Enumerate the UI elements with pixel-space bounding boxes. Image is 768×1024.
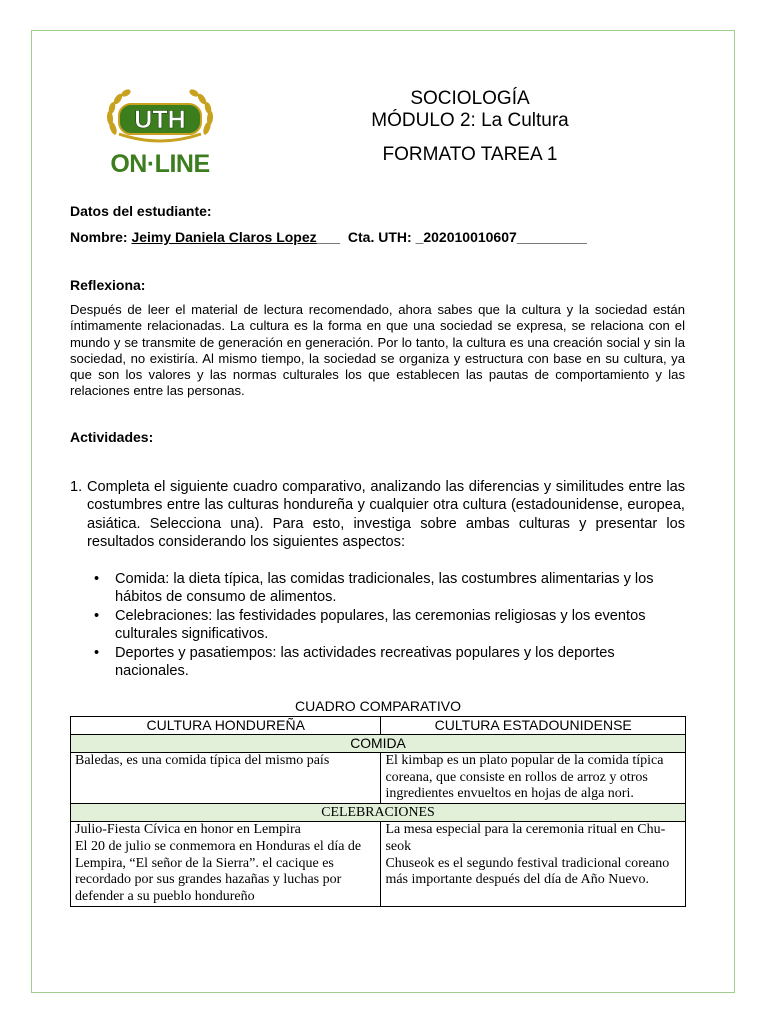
list-item [92, 644, 692, 681]
document-header [330, 88, 610, 166]
activity-text: Completa el siguiente cuadro comparativo, analizando las diferencias y similitudes entre las costumbres entre las culturas hondureña y cualquier otra cultura (estadounidense, europea, asiática. Selecciona una). Para esto, investiga sobre ambas culturas y presentar los resultados considerando los siguientes aspectos: [87, 479, 685, 551]
student-section-label: Datos del estudiante: [70, 203, 212, 219]
cell-text: La mesa especial para la ceremonia ritual en Chu-seok [385, 822, 666, 854]
aspects-list [92, 570, 692, 680]
cell-text: El 20 de julio se conmemora en Honduras el día de Lempira, “El señor de la Sierra”. el cacique es recordado por sus grandes hazañas y luchas por defender a su pueblo hondureño [75, 838, 362, 904]
module-title: MÓDULO 2: La Cultura [371, 110, 569, 131]
actividades-heading: Actividades: [70, 429, 154, 445]
cell-text: Baledas, es una comida típica del mismo país [75, 753, 330, 768]
cell-text: El kimbap es un plato popular de la comida típica coreana, que consiste en rollos de arroz y otros ingredientes envueltos en hojas de alga nori. [385, 753, 664, 802]
column-header-american: CULTURA ESTADOUNIDENSE [381, 717, 686, 735]
name-value: Jeimy Daniela Claros Lopez [131, 229, 317, 245]
activity-item [70, 478, 685, 552]
section-label: COMIDA [71, 735, 686, 753]
subject-title: SOCIOLOGÍA [410, 88, 530, 109]
format-title: FORMATO TAREA 1 [382, 144, 558, 165]
account-value: _202010010607_________ [415, 229, 587, 245]
table-title: CUADRO COMPARATIVO [295, 698, 461, 714]
reflexiona-paragraph: Después de leer el material de lectura recomendado, ahora sabes que la cultura y la sociedad están íntimamente relacionadas. La cultura es la forma en que una sociedad se expresa, se relaciona con el mundo y se transmite de generación en generación. Por lo tanto, la cultura es una creación social y sin la sociedad, no existiría. Al mismo tiempo, la sociedad se organiza y estructura con base en su cultura, ya que son los valores y las normas culturales los que establecen las pautas de comportamiento y las relaciones entre las personas. [70, 302, 685, 399]
bullet-text: Comida: la dieta típica, las comidas tradicionales, las costumbres alimentarias y los hábitos de consumo de alimentos. [115, 571, 654, 606]
bullet-text: Celebraciones: las festividades populares, las ceremonias religiosas y los eventos culturales significativos. [115, 607, 646, 643]
bullet-text: Deportes y pasatiempos: las actividades recreativas populares y los deportes nacionales. [115, 644, 615, 680]
section-row-celebraciones [71, 804, 686, 822]
list-item [92, 570, 692, 607]
comparison-table [70, 716, 686, 907]
cell-honduran-celebraciones [71, 822, 381, 907]
cell-honduran-comida [71, 753, 381, 804]
table-header-row [71, 717, 686, 735]
bullet-icon: • [94, 644, 100, 661]
cell-other-comida [381, 753, 686, 804]
logo-bottom-text: ON·LINE [110, 150, 210, 178]
section-label: CELEBRACIONES [71, 804, 686, 822]
table-row [71, 753, 686, 804]
bullet-icon: • [94, 571, 100, 587]
logo-top-text: UTH [134, 106, 186, 134]
student-info-line [70, 229, 587, 245]
bullet-icon: • [94, 607, 100, 624]
cell-other-celebraciones [381, 822, 686, 907]
column-header-honduran: CULTURA HONDUREÑA [71, 717, 381, 735]
name-label: Nombre: [70, 229, 128, 245]
uth-online-logo [99, 88, 221, 178]
list-item [92, 607, 692, 644]
activity-number: 1. [70, 479, 83, 495]
reflexiona-heading: Reflexiona: [70, 277, 146, 293]
name-trail: ___ [316, 229, 340, 245]
cell-text: Chuseok es el segundo festival tradicional coreano más importante después del día de Año Nuevo. [385, 855, 670, 888]
cell-text: Julio-Fiesta Cívica en honor en Lempira [75, 822, 301, 838]
account-label: Cta. UTH: [347, 229, 412, 245]
section-row-comida [71, 735, 686, 753]
table-row [71, 822, 686, 907]
